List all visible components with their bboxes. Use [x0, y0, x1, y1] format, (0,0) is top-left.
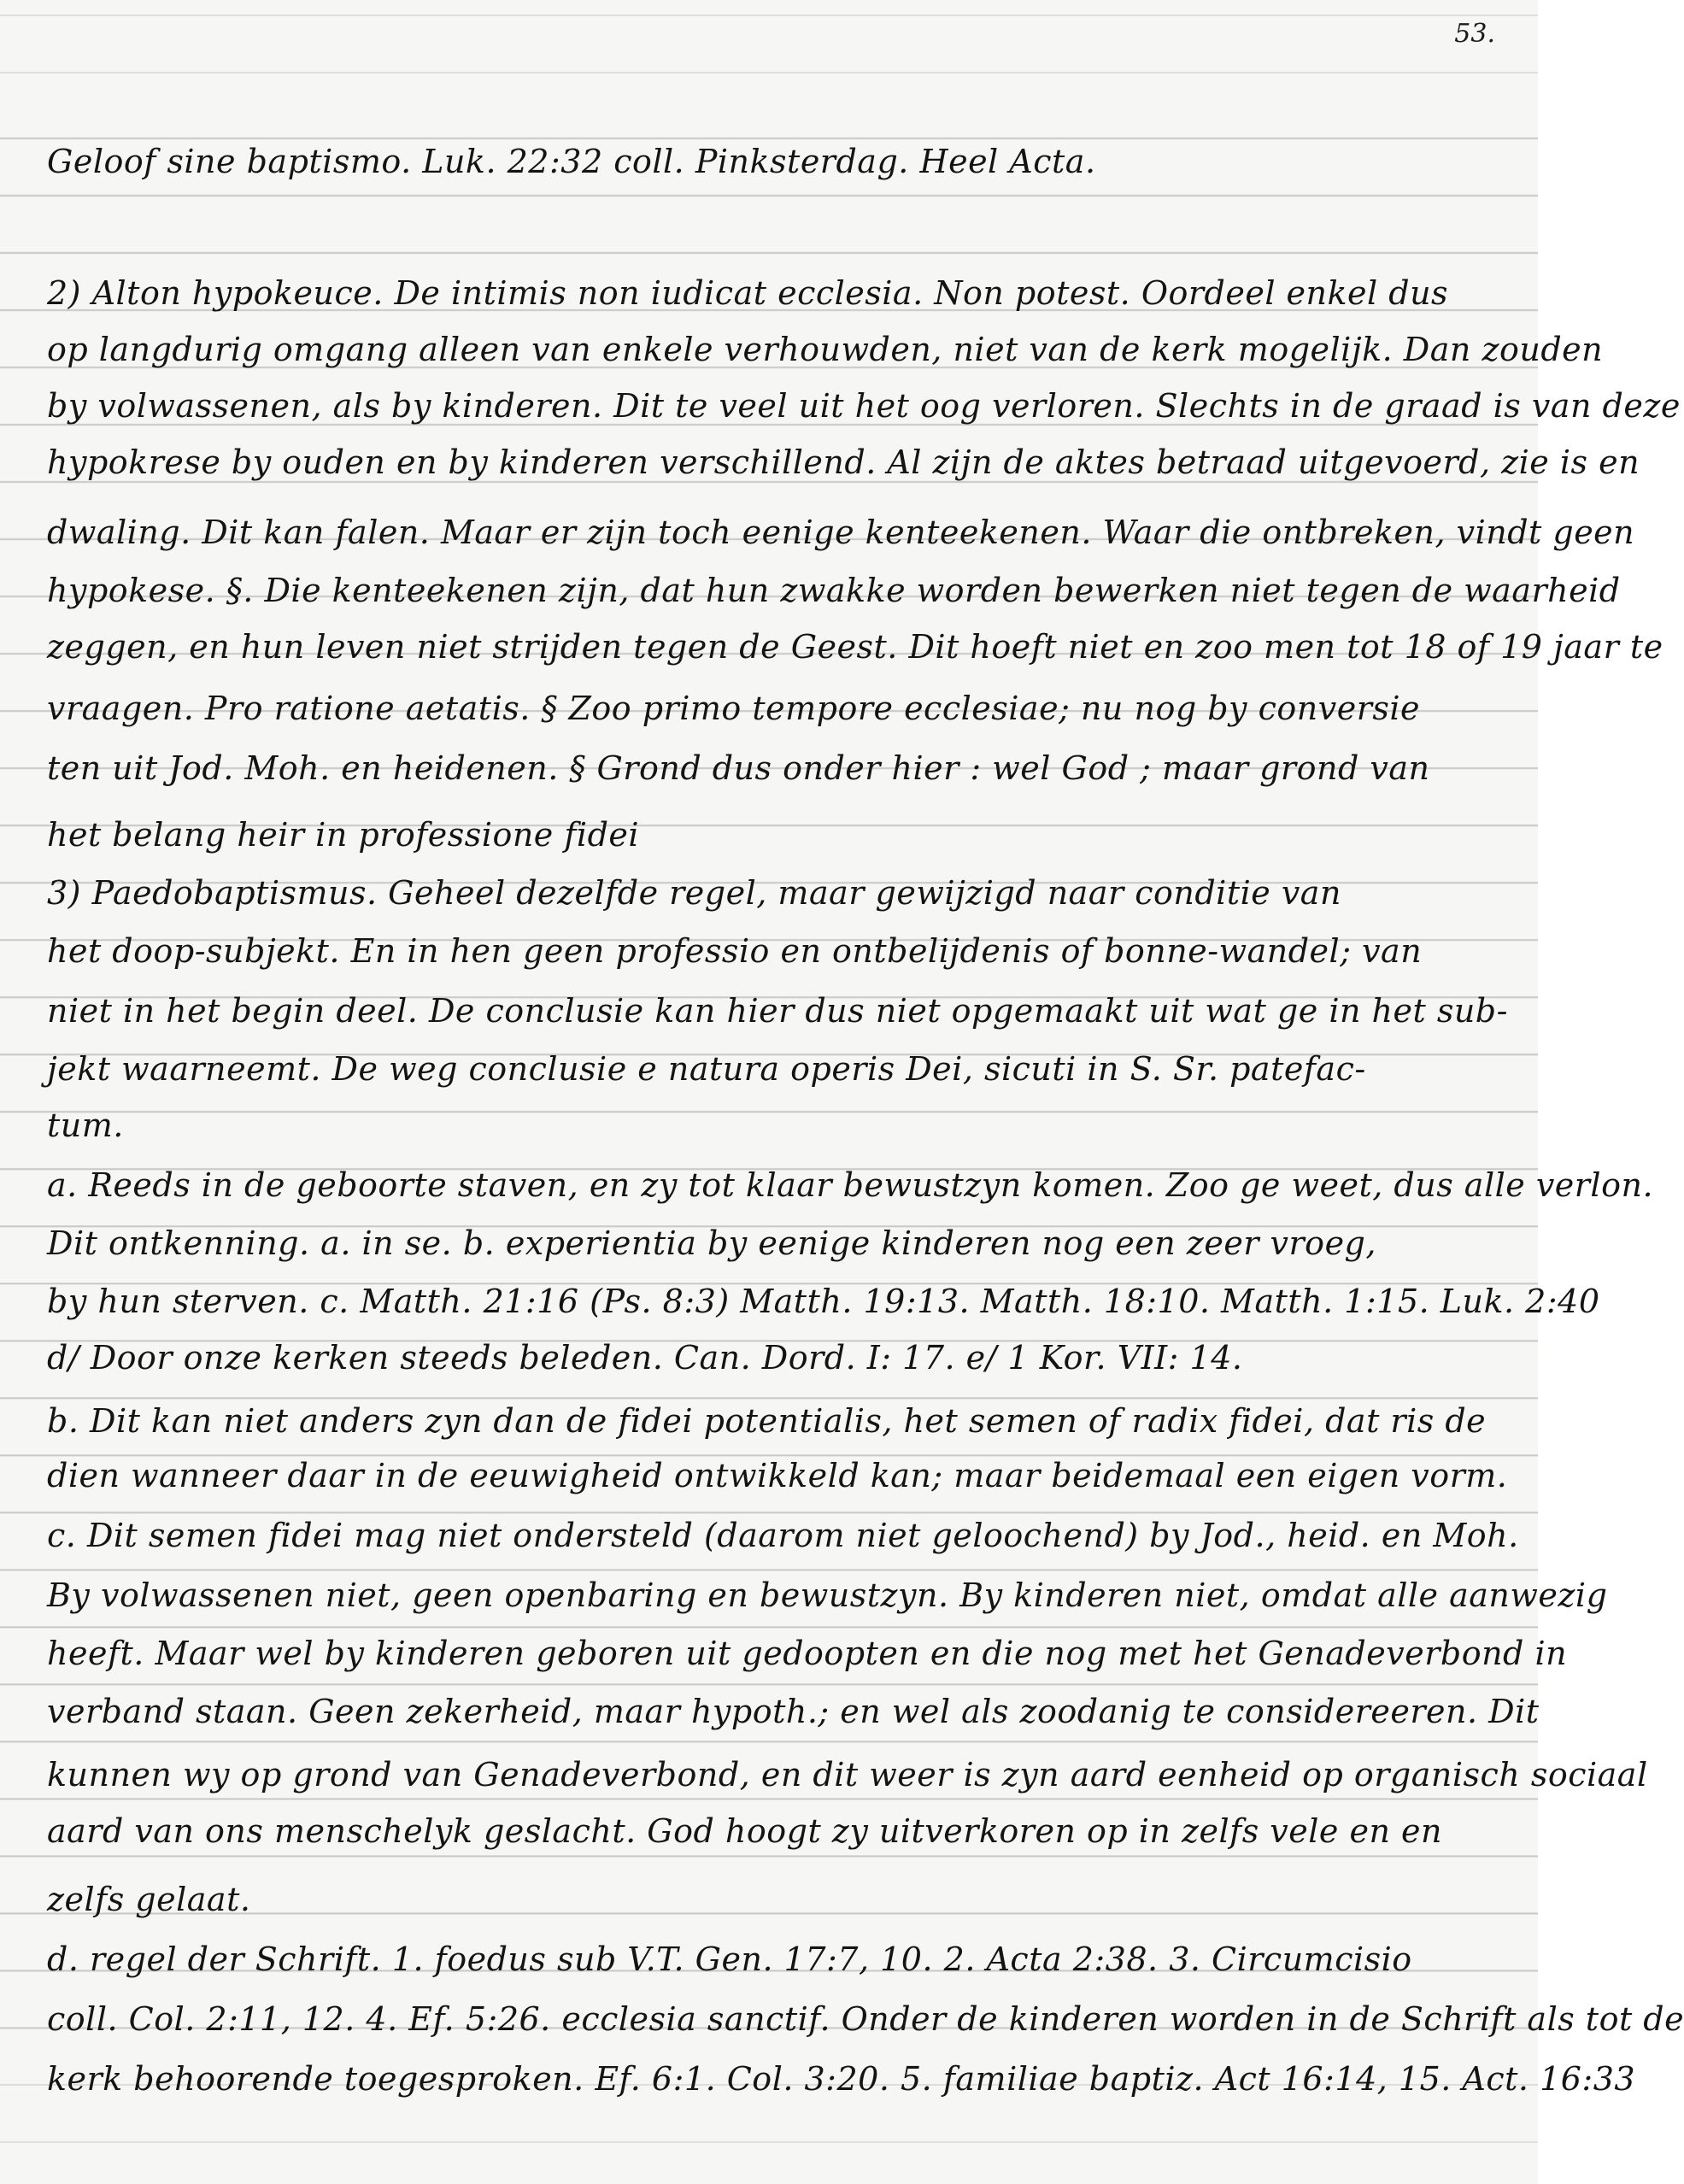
manuscript-line: a. Reeds in de geboorte staven, en zy tot klaar bewustzyn komen. Zoo ge weet, dus alle verlon. [47, 1166, 1654, 1204]
manuscript-line: heeft. Maar wel by kinderen geboren uit gedoopten en die nog met het Genadeverbond in [47, 1635, 1568, 1672]
manuscript-line: 2) Alton hypokeuce. De intimis non iudicat ecclesia. Non potest. Oordeel enkel dus [47, 274, 1449, 312]
manuscript-line: b. Dit kan niet anders zyn dan de fidei potentialis, het semen of radix fidei, dat ris de [47, 1402, 1487, 1440]
manuscript-line: dien wanneer daar in de eeuwigheid ontwikkeld kan; maar beidemaal een eigen vorm. [47, 1457, 1508, 1494]
manuscript-line: hypokrese by ouden en by kinderen verschillend. Al zijn de aktes betraad uitgevoerd, zie is en [47, 443, 1640, 481]
manuscript-line: verband staan. Geen zekerheid, maar hypoth.; en wel als zoodanig te considereeren. Dit [47, 1693, 1540, 1730]
manuscript-line: het doop-subjekt. En in hen geen professio en ontbelijdenis of bonne-wandel; van [47, 932, 1423, 970]
manuscript-line: het belang heir in professione fidei [47, 816, 640, 854]
manuscript-line: aard van ons menschelyk geslacht. God hoogt zy uitverkoren op in zelfs vele en en [47, 1812, 1442, 1850]
manuscript-line: coll. Col. 2:11, 12. 4. Ef. 5:26. ecclesia sanctif. Onder de kinderen worden in de Schrift als tot de [47, 2000, 1684, 2038]
manuscript-line: hypokese. §. Die kenteekenen zijn, dat hun zwakke worden bewerken niet tegen de waarheid [47, 572, 1621, 609]
manuscript-line: 3) Paedobaptismus. Geheel dezelfde regel, maar gewijzigd naar conditie van [47, 874, 1341, 912]
manuscript-line: op langdurig omgang alleen van enkele verhouwden, niet van de kerk mogelijk. Dan zouden [47, 331, 1604, 368]
manuscript-line: by hun sterven. c. Matth. 21:16 (Ps. 8:3) Matth. 19:13. Matth. 18:10. Matth. 1:15. Luk. 2:40 [47, 1283, 1600, 1320]
page-number: 53. [1454, 19, 1495, 49]
manuscript-line: ten uit Jod. Moh. en heidenen. § Grond dus onder hier : wel God ; maar grond van [47, 749, 1430, 787]
manuscript-line: zeggen, en hun leven niet strijden tegen de Geest. Dit hoeft niet en zoo men tot 18 of 19 jaar te [47, 628, 1663, 666]
manuscript-line: vraagen. Pro ratione aetatis. § Zoo primo tempore ecclesiae; nu nog by conversie [47, 690, 1420, 727]
manuscript-line: d/ Door onze kerken steeds beleden. Can. Dord. I: 17. e/ 1 Kor. VII: 14. [47, 1339, 1243, 1377]
manuscript-line: kerk behoorende toegesproken. Ef. 6:1. Col. 3:20. 5. familiae baptiz. Act 16:14, 15. Act. 16:33 [47, 2060, 1636, 2098]
manuscript-line: zelfs gelaat. [47, 1881, 251, 1918]
manuscript-line: kunnen wy op grond van Genadeverbond, en dit weer is zyn aard eenheid op organisch sociaal [47, 1756, 1648, 1794]
manuscript-line: c. Dit semen fidei mag niet ondersteld (daarom niet geloochend) by Jod., heid. en Moh. [47, 1517, 1519, 1554]
manuscript-line: dwaling. Dit kan falen. Maar er zijn toch eenige kenteekenen. Waar die ontbreken, vindt geen [47, 514, 1635, 551]
manuscript-line: d. regel der Schrift. 1. foedus sub V.T. Gen. 17:7, 10. 2. Acta 2:38. 3. Circumcisio [47, 1940, 1412, 1978]
manuscript-line: by volwassenen, als by kinderen. Dit te veel uit het oog verloren. Slechts in de graad is van deze [47, 387, 1681, 425]
manuscript-line: Dit ontkenning. a. in se. b. experientia by eenige kinderen nog een zeer vroeg, [47, 1224, 1376, 1262]
manuscript-line: By volwassenen niet, geen openbaring en bewustzyn. By kinderen niet, omdat alle aanwezig [47, 1576, 1608, 1614]
manuscript-line: jekt waarneemt. De weg conclusie e natura operis Dei, sicuti in S. Sr. patefac- [47, 1050, 1366, 1088]
manuscript-line: tum. [47, 1107, 124, 1144]
manuscript-line: niet in het begin deel. De conclusie kan hier dus niet opgemaakt uit wat ge in het sub- [47, 992, 1508, 1030]
manuscript-line: Geloof sine baptismo. Luk. 22:32 coll. Pinksterdag. Heel Acta. [47, 143, 1096, 180]
